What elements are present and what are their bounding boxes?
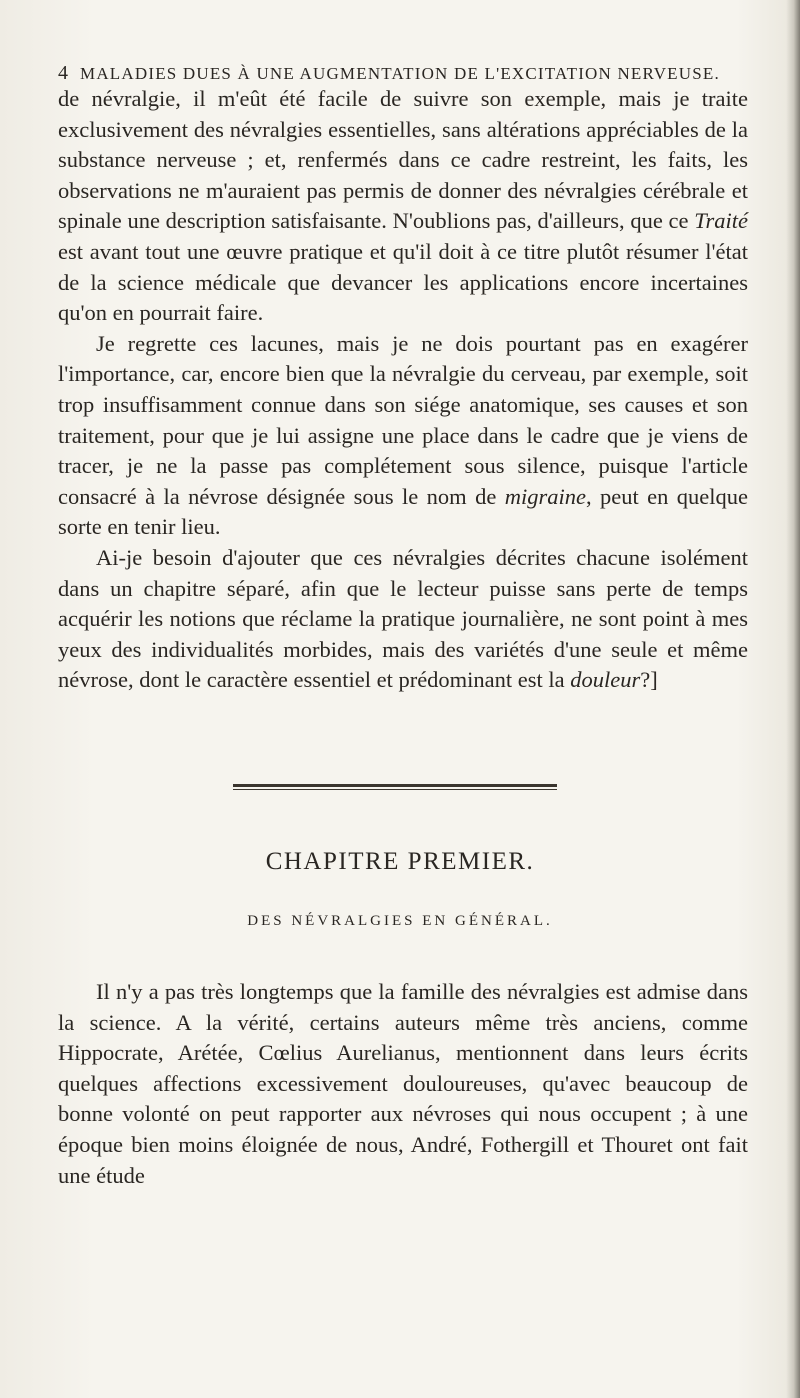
- page-number: 4: [58, 62, 70, 84]
- paragraph-text: est avant tout une œuvre pratique et qu'il doit à ce titre plutôt résumer l'état de la science médicale que devancer les applications encore incertaines qu'on en pourrait faire.: [58, 238, 748, 326]
- paragraph: [58, 329, 748, 543]
- italic-term: Traité: [694, 208, 748, 234]
- paragraph-text: , peut en quelque sorte en tenir lieu.: [58, 483, 748, 540]
- italic-term: douleur: [570, 667, 641, 693]
- section-divider-rule: [233, 784, 557, 787]
- running-head-title: MALADIES DUES À UNE AUGMENTATION DE L'EXCITATION NERVEUSE.: [80, 64, 720, 83]
- paragraph: Il n'y a pas très longtemps que la famille des névralgies est admise dans la science. A la vérité, certains auteurs même très anciens, comme Hippocrate, Arétée, Cœlius Aurelianus, mentionnent dans leurs écrits quelques affections excessivement douloureuses, qu'avec beaucoup de bonne volonté on peut rapporter aux névroses qui nous occupent ; à une époque bien moins éloignée de nous, André, Fothergill et Thouret ont fait une étude: [58, 979, 748, 1188]
- text-block-chapter-body: [58, 977, 748, 1191]
- running-head: [58, 62, 748, 85]
- italic-term: migraine: [504, 483, 586, 509]
- paragraph-text: Ai-je besoin d'ajouter que ces névralgies décrites chacune isolément dans un chapitre séparé, afin que le lecteur puisse sans perte de temps acquérir les notions que réclame la pratique journalière, ne sont point à mes yeux des individualités morbides, mais des variétés d'une seule et même névrose, dont le caractère essentiel et prédominant est la: [58, 544, 748, 693]
- paragraph-text: Je regrette ces lacunes, mais je ne dois pourtant pas en exagérer l'importance, car, encore bien que la névralgie du cerveau, par exemple, soit trop insuffisamment connue dans son siége anatomique, ses causes et son traitement, pour que je lui assigne une place dans le cadre que je viens de tracer, je ne la passe pas complétement sous silence, puisque l'article consacré à la névrose désignée sous le nom de: [58, 330, 748, 509]
- paragraph: [58, 543, 748, 696]
- page-binding-shadow: [786, 0, 800, 1398]
- chapter-title: CHAPITRE PREMIER.: [265, 848, 535, 875]
- chapter-subtitle: DES NÉVRALGIES EN GÉNÉRAL.: [247, 913, 553, 929]
- paragraph: [58, 84, 748, 329]
- paragraph-text: ?]: [640, 667, 658, 693]
- paragraph-text: de névralgie, il m'eût été facile de suivre son exemple, mais je traite exclusivement des névralgies essentielles, sans altérations appréciables de la substance nerveuse ; et, renfermés dans ce cadre restreint, les faits, les observations ne m'auraient pas permis de donner des névralgies cérébrale et spinale une description satisfaisante. N'oublions pas, d'ailleurs, que ce: [58, 86, 748, 234]
- text-block-before-chapter: [58, 84, 748, 696]
